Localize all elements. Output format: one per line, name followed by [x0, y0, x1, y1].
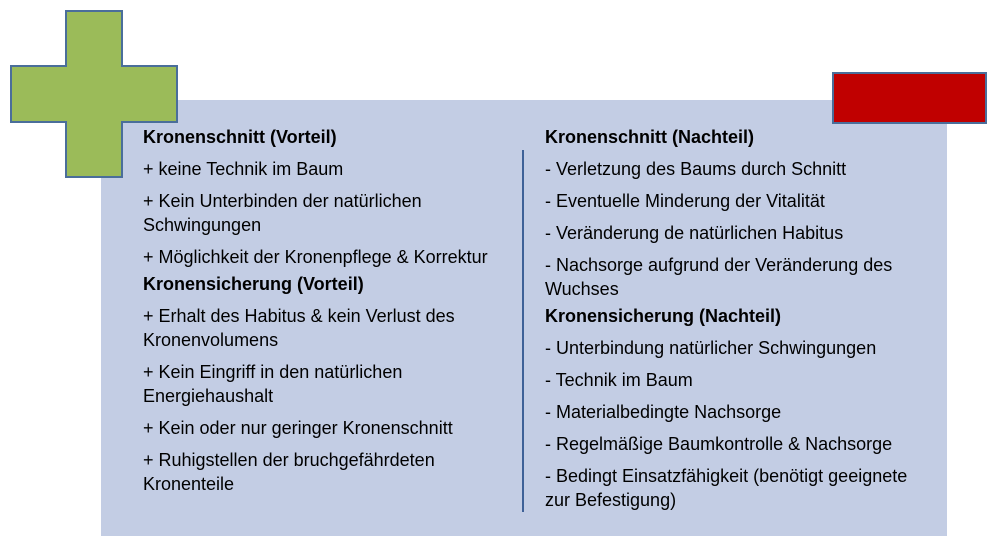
list-item: + Kein Eingriff in den natürlichen Energiehaushalt [143, 362, 403, 406]
list-item: - Materialbedingte Nachsorge [545, 402, 782, 422]
section-heading: Kronensicherung (Nachteil) [545, 306, 782, 326]
section-heading: Kronenschnitt (Nachteil) [545, 127, 755, 147]
disadvantages-column [545, 125, 930, 512]
list-item: + Kein oder nur geringer Kronenschnitt [143, 418, 453, 438]
column-divider [522, 150, 524, 512]
list-item: - Veränderung de natürlichen Habitus [545, 223, 844, 243]
list-item: + Kein Unterbinden der natürlichen Schwingungen [143, 191, 422, 235]
list-item: + Erhalt des Habitus & kein Verlust des Kronenvolumens [143, 306, 455, 350]
list-item: - Regelmäßige Baumkontrolle & Nachsorge [545, 434, 893, 454]
section-heading: Kronenschnitt (Vorteil) [143, 127, 337, 147]
list-item: - Eventuelle Minderung der Vitalität [545, 191, 825, 211]
list-item: - Unterbindung natürlicher Schwingungen [545, 338, 877, 358]
list-item: + Ruhigstellen der bruchgefährdeten Kronenteile [143, 450, 435, 494]
list-item: - Bedingt Einsatzfähigkeit (benötigt geeignete zur Befestigung) [545, 466, 908, 510]
minus-icon [832, 72, 987, 124]
section-heading: Kronensicherung (Vorteil) [143, 274, 364, 294]
list-item: - Technik im Baum [545, 370, 693, 390]
advantages-column [143, 125, 493, 496]
list-item: - Verletzung des Baums durch Schnitt [545, 159, 847, 179]
list-item: + keine Technik im Baum [143, 159, 344, 179]
list-item: - Nachsorge aufgrund der Veränderung des Wuchses [545, 255, 893, 299]
list-item: + Möglichkeit der Kronenpflege & Korrektur [143, 247, 488, 267]
